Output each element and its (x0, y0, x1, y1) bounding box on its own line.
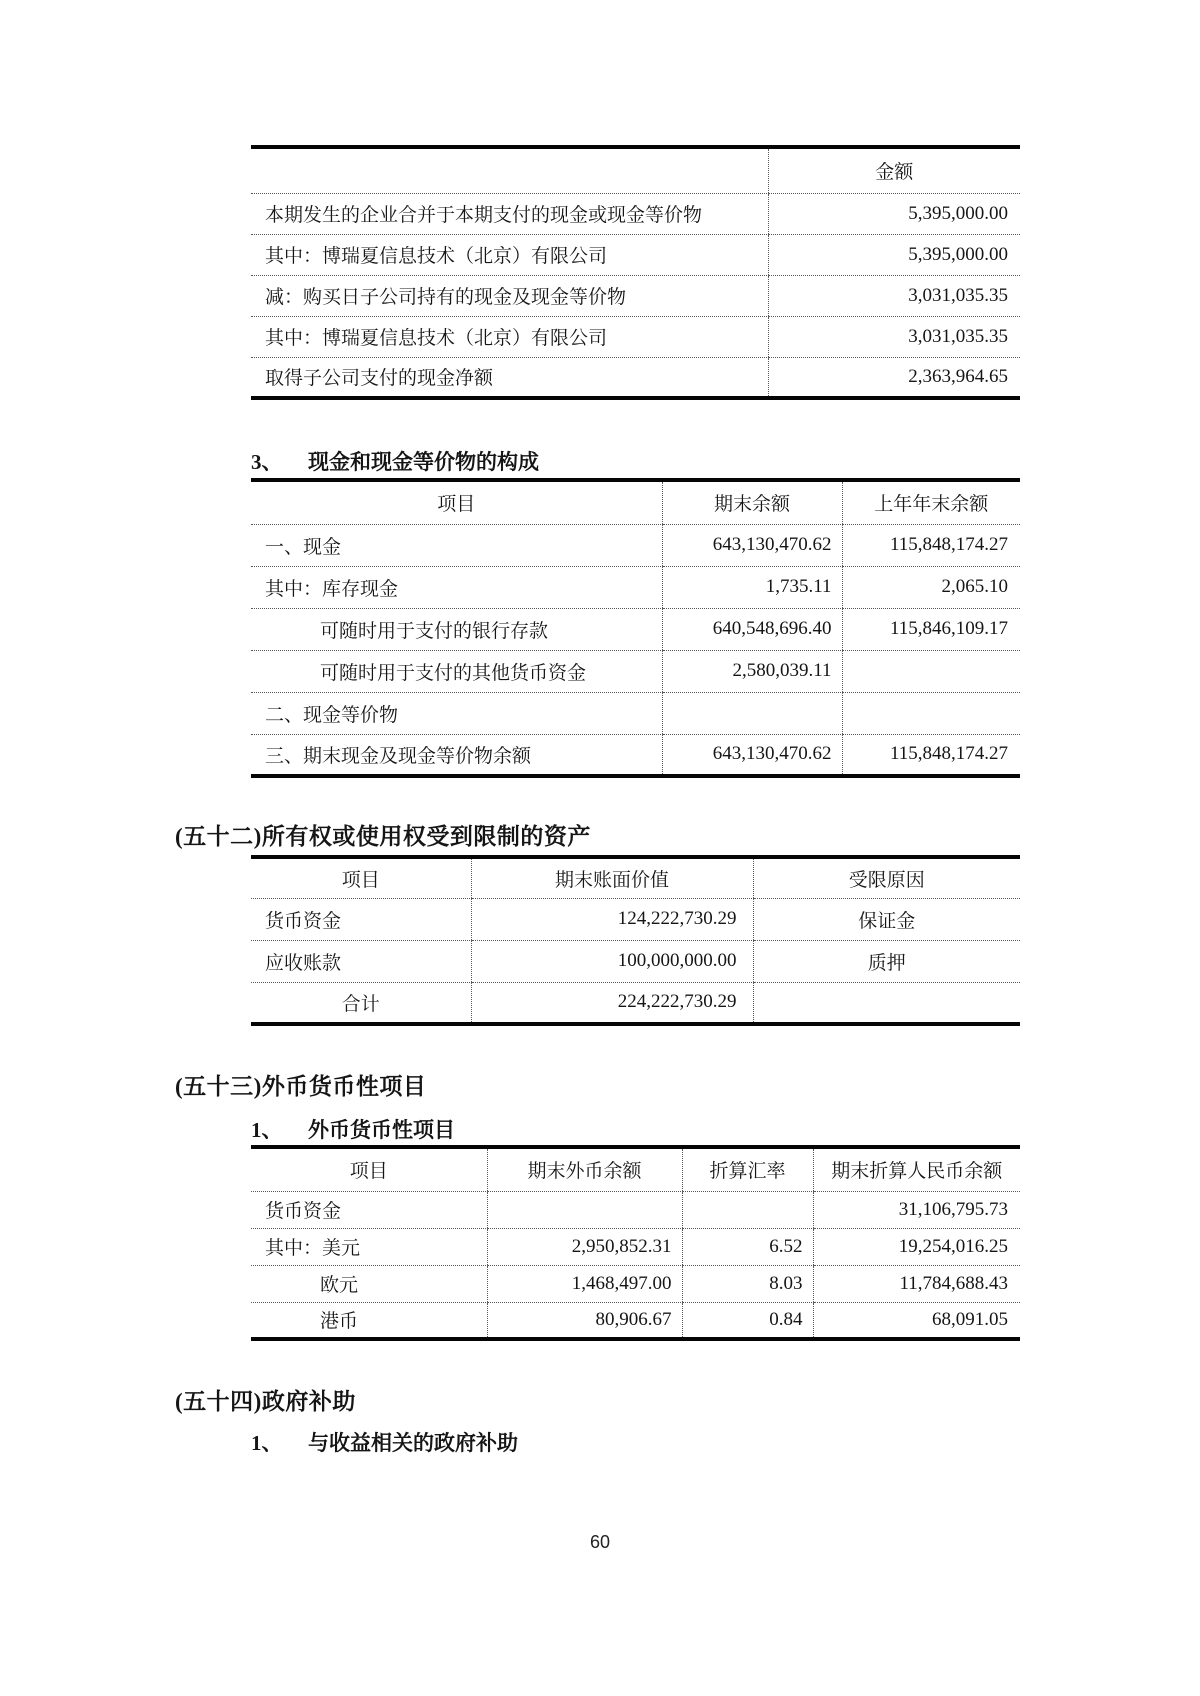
row-label: 可随时用于支付的银行存款 (251, 608, 662, 650)
table-row (251, 566, 1020, 608)
row-label: 应收账款 (251, 940, 471, 982)
prior-balance-header: 上年年末余额 (842, 480, 1020, 524)
section-53-1-heading (251, 1115, 455, 1145)
row-label: 港币 (320, 1311, 359, 1333)
restricted-assets-table (251, 855, 1020, 1026)
section-54-1-title: 与收益相关的政府补助 (308, 1431, 518, 1455)
section-53-heading: (五十三)外币货币性项目 (175, 1074, 427, 1099)
row-label: 欧元 (251, 1265, 487, 1302)
section-54-1-number: 1、 (251, 1431, 283, 1455)
table-header-row (251, 1147, 1020, 1191)
section-3-number: 3、 (251, 450, 283, 474)
prior-balance: 115,846,109.17 (842, 608, 1020, 650)
section-54-heading: (五十四)政府补助 (175, 1389, 356, 1414)
table-header-row (251, 147, 1020, 193)
section-53-1-title: 外币货币性项目 (308, 1118, 455, 1142)
table-row (251, 940, 1020, 982)
cny-balance: 68,091.05 (813, 1302, 1020, 1339)
foreign-balance-header: 期末外币余额 (487, 1147, 682, 1191)
prior-balance (842, 692, 1020, 734)
table-row (251, 1302, 1020, 1339)
item-column-header: 项目 (251, 857, 471, 898)
exchange-rate-header: 折算汇率 (682, 1147, 813, 1191)
restriction-reason (753, 982, 1020, 1024)
cny-balance: 31,106,795.73 (813, 1191, 1020, 1228)
foreign-balance (487, 1191, 682, 1228)
ending-balance: 643,130,470.62 (662, 734, 842, 776)
table-row (251, 608, 1020, 650)
row-label: 货币资金 (251, 898, 471, 940)
row-label: 本期发生的企业合并于本期支付的现金或现金等价物 (251, 193, 768, 234)
item-column-header: 项目 (251, 1147, 487, 1191)
ending-balance: 2,580,039.11 (662, 650, 842, 692)
table-row (251, 275, 1020, 316)
row-label: 取得子公司支付的现金净额 (265, 368, 494, 390)
ending-balance: 1,735.11 (662, 566, 842, 608)
exchange-rate: 0.84 (682, 1302, 813, 1339)
prior-balance (842, 650, 1020, 692)
carrying-value: 124,222,730.29 (471, 898, 753, 940)
row-label: 其中：库存现金 (251, 566, 662, 608)
item-column-header: 项目 (251, 480, 662, 524)
restriction-reason: 保证金 (753, 898, 1020, 940)
row-label: 一、现金 (251, 524, 662, 566)
section-53-1-number: 1、 (251, 1118, 283, 1142)
table-header-row (251, 857, 1020, 898)
cny-balance: 19,254,016.25 (813, 1228, 1020, 1265)
table-row (251, 234, 1020, 275)
restriction-reason-header: 受限原因 (753, 857, 1020, 898)
exchange-rate: 6.52 (682, 1228, 813, 1265)
section-52-heading: (五十二)所有权或使用权受到限制的资产 (175, 824, 591, 849)
prior-balance: 115,848,174.27 (842, 734, 1020, 776)
table-row (251, 316, 1020, 357)
carrying-value: 100,000,000.00 (471, 940, 753, 982)
carrying-value: 224,222,730.29 (471, 982, 753, 1024)
table-row (251, 982, 1020, 1024)
table-row (251, 898, 1020, 940)
row-amount: 5,395,000.00 (768, 234, 1020, 275)
prior-balance: 115,848,174.27 (842, 524, 1020, 566)
table-row (251, 650, 1020, 692)
ending-balance (662, 692, 842, 734)
table-row (251, 1228, 1020, 1265)
row-label: 二、现金等价物 (251, 692, 662, 734)
table-header-row (251, 480, 1020, 524)
table-row (251, 1265, 1020, 1302)
cash-composition-table (251, 478, 1020, 778)
row-amount: 5,395,000.00 (768, 193, 1020, 234)
table-row (251, 357, 1020, 398)
section-54-1-heading (251, 1428, 518, 1458)
row-label: 其中：博瑞夏信息技术（北京）有限公司 (251, 316, 768, 357)
table-row (251, 524, 1020, 566)
ending-balance: 640,548,696.40 (662, 608, 842, 650)
foreign-balance: 2,950,852.31 (487, 1228, 682, 1265)
table-row (251, 193, 1020, 234)
total-row-label: 合计 (341, 993, 380, 1015)
table-row (251, 692, 1020, 734)
page-number: 60 (589, 1532, 611, 1552)
prior-balance: 2,065.10 (842, 566, 1020, 608)
row-amount: 3,031,035.35 (768, 316, 1020, 357)
row-amount: 3,031,035.35 (768, 275, 1020, 316)
amount-column-header: 金额 (768, 147, 1020, 193)
carrying-value-header: 期末账面价值 (471, 857, 753, 898)
empty-header-cell (251, 147, 768, 193)
row-label: 其中：博瑞夏信息技术（北京）有限公司 (251, 234, 768, 275)
row-label: 其中：美元 (251, 1228, 487, 1265)
ending-balance-header: 期末余额 (662, 480, 842, 524)
exchange-rate: 8.03 (682, 1265, 813, 1302)
restriction-reason: 质押 (753, 940, 1020, 982)
table-row (251, 734, 1020, 776)
foreign-currency-table (251, 1145, 1020, 1341)
row-label: 货币资金 (251, 1191, 487, 1228)
row-label: 减：购买日子公司持有的现金及现金等价物 (251, 275, 768, 316)
cny-balance: 11,784,688.43 (813, 1265, 1020, 1302)
business-combination-cash-table (251, 145, 1020, 400)
row-amount: 2,363,964.65 (768, 357, 1020, 398)
section-3-title: 现金和现金等价物的构成 (308, 450, 539, 474)
foreign-balance: 1,468,497.00 (487, 1265, 682, 1302)
row-label: 三、期末现金及现金等价物余额 (265, 745, 532, 767)
exchange-rate (682, 1191, 813, 1228)
section-3-heading (251, 447, 539, 477)
cny-balance-header: 期末折算人民币余额 (813, 1147, 1020, 1191)
foreign-balance: 80,906.67 (487, 1302, 682, 1339)
row-label: 可随时用于支付的其他货币资金 (251, 650, 662, 692)
ending-balance: 643,130,470.62 (662, 524, 842, 566)
table-row (251, 1191, 1020, 1228)
